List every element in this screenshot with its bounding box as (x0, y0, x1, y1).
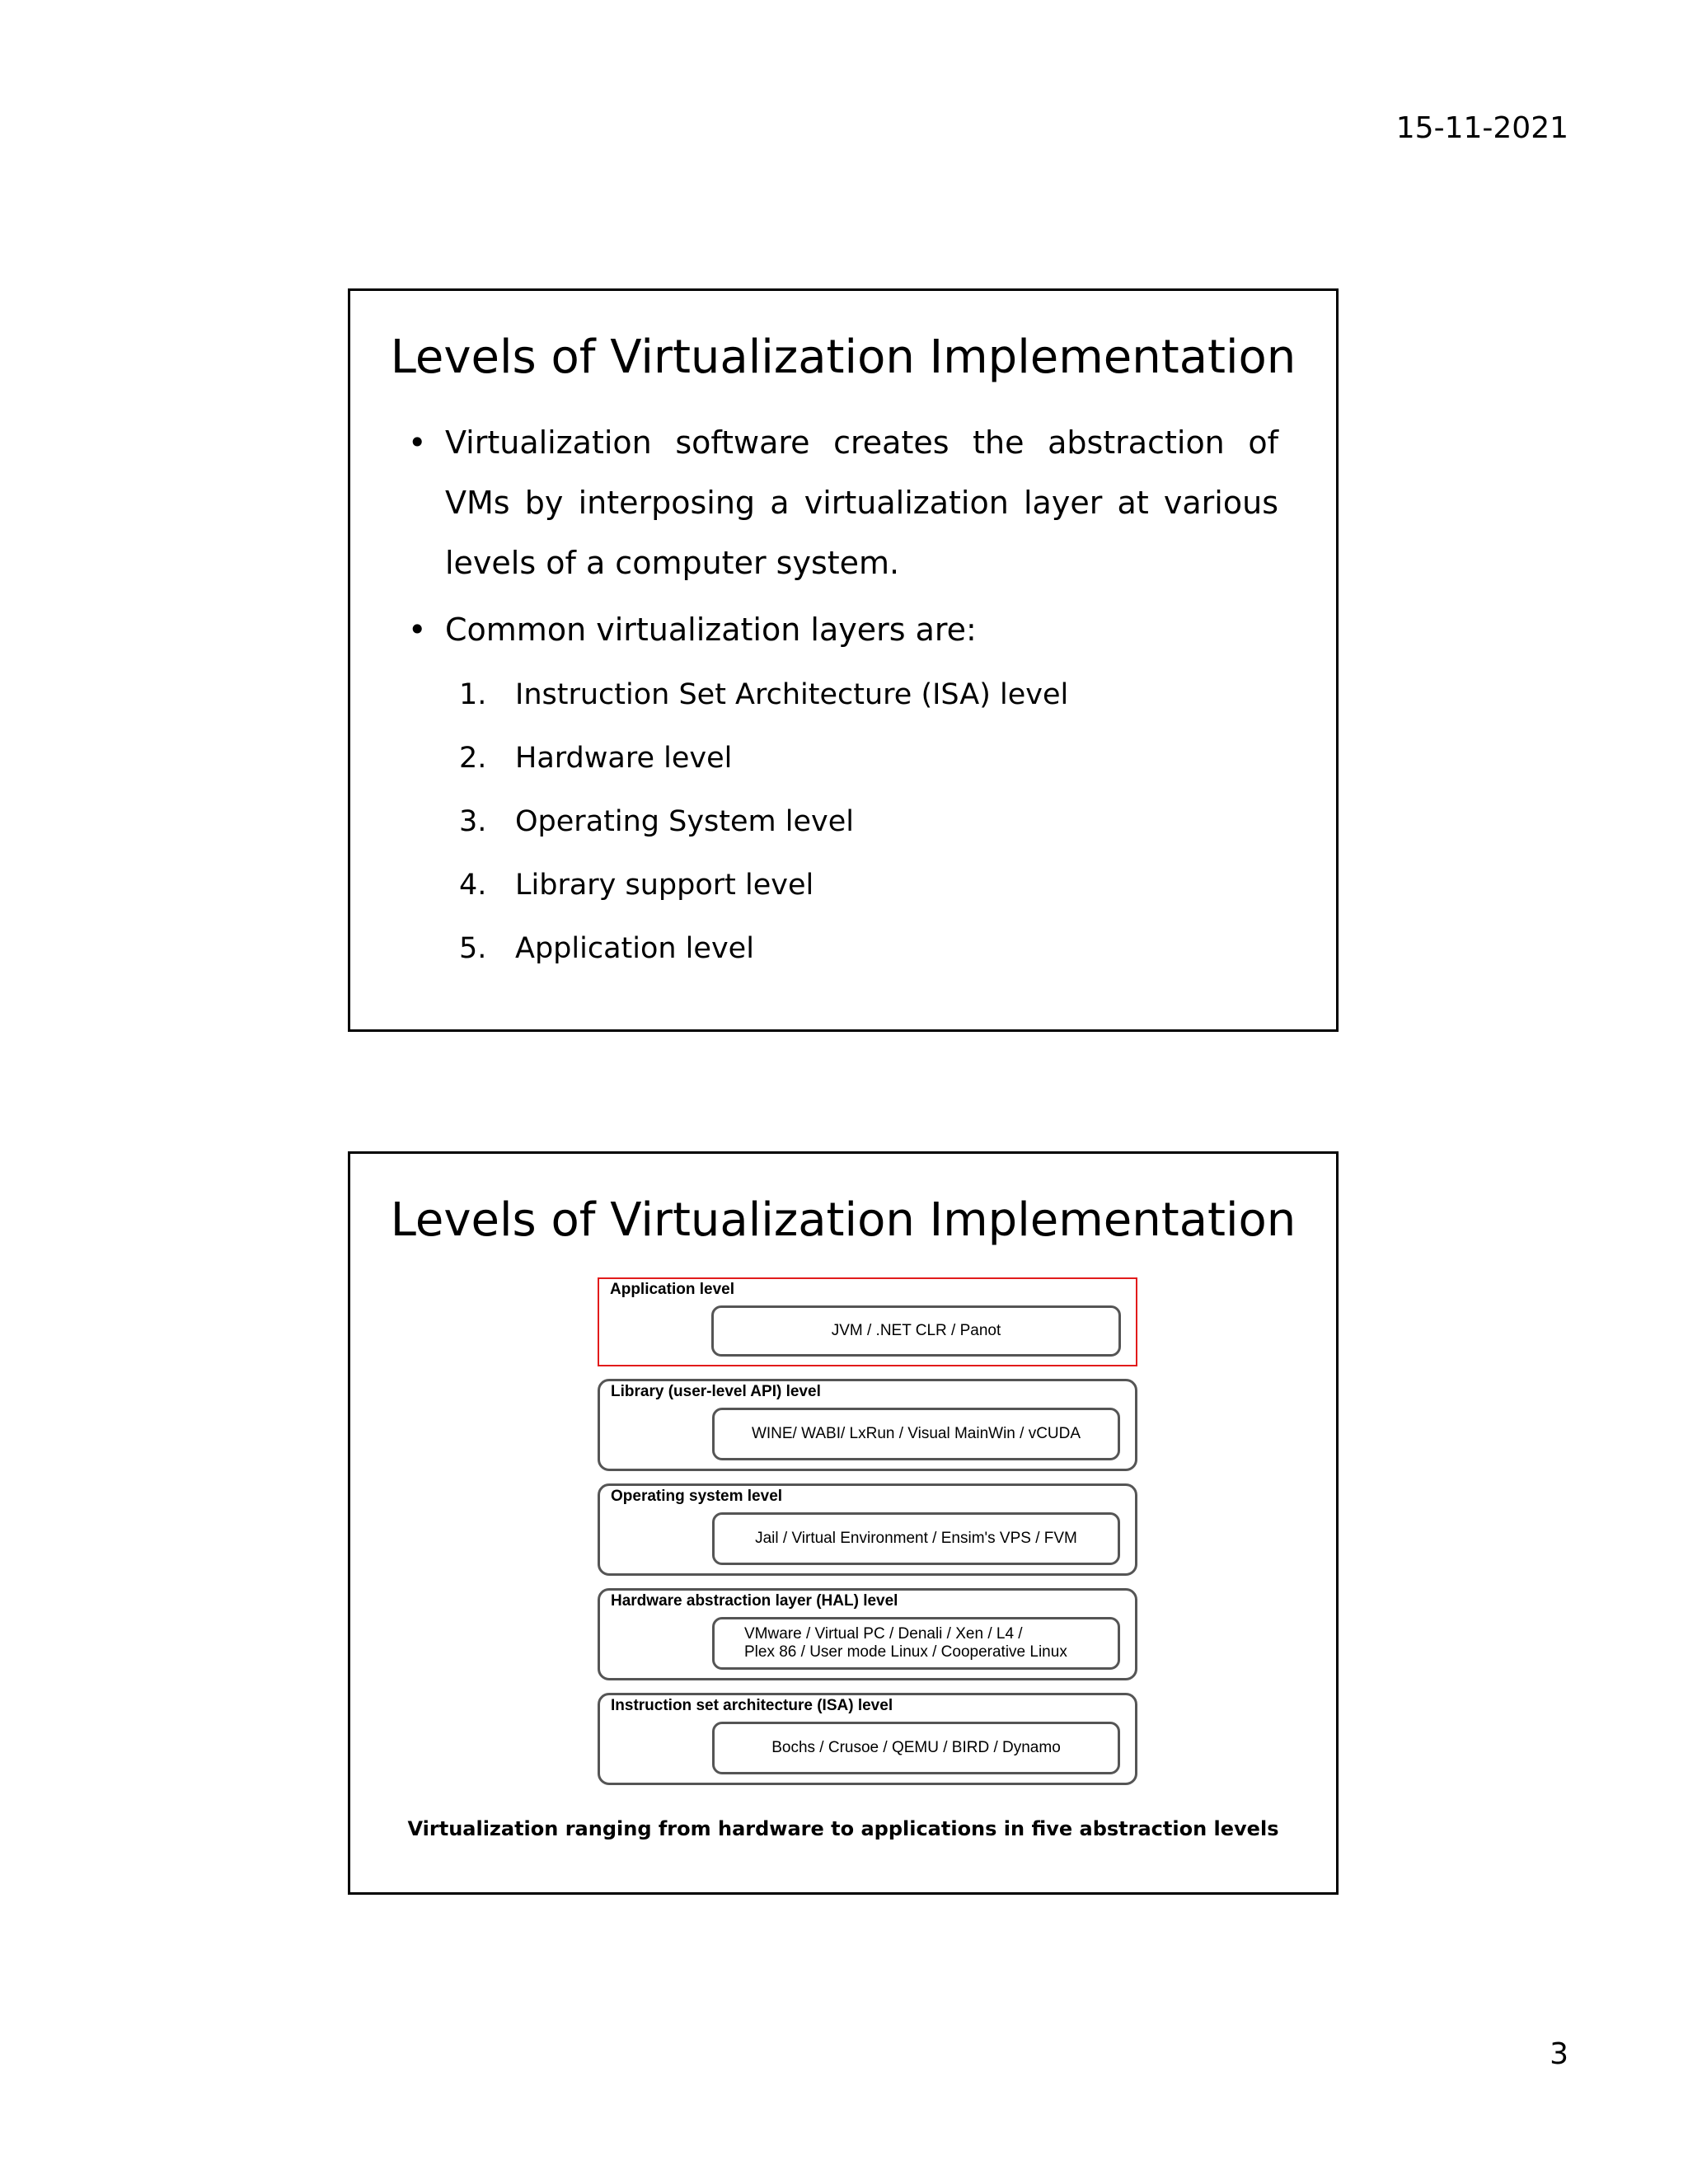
diagram-level-library (598, 1379, 1137, 1471)
level-label: Hardware abstraction layer (HAL) level (611, 1592, 898, 1610)
list-number: 5. (459, 932, 487, 965)
list-item (408, 727, 1278, 790)
page-number: 3 (1550, 2037, 1568, 2071)
list-item (408, 790, 1278, 854)
list-item (408, 854, 1278, 917)
virtualization-levels-diagram (598, 1277, 1142, 1797)
level-tech-box: JVM / .NET CLR / Panot (711, 1305, 1121, 1357)
diagram-level-os (598, 1483, 1137, 1576)
list-label: Hardware level (515, 742, 733, 775)
list-item (408, 917, 1278, 981)
level-tech-box (712, 1617, 1120, 1670)
slide-1-bullets (408, 413, 1278, 981)
list-item (408, 663, 1278, 727)
diagram-level-isa (598, 1693, 1137, 1785)
tech-line: Plex 86 / User mode Linux / Cooperative Linux (744, 1643, 1067, 1661)
slide-1 (348, 288, 1339, 1032)
diagram-level-application (598, 1277, 1137, 1366)
slide-2-title: Levels of Virtualization Implementation (390, 1193, 1296, 1247)
list-number: 2. (459, 742, 487, 775)
bullet-item: • Virtualization software creates the abstraction of VMs by interposing a virtualization layer at various levels of a computer system. (408, 413, 1278, 593)
level-label: Application level (610, 1281, 734, 1298)
level-label: Operating system level (611, 1488, 783, 1505)
level-label: Library (user-level API) level (611, 1383, 821, 1400)
list-number: 4. (459, 869, 487, 902)
list-number: 3. (459, 805, 487, 838)
layers-list (408, 663, 1278, 981)
level-tech-box: Bochs / Crusoe / QEMU / BIRD / Dynamo (712, 1722, 1120, 1774)
slide-1-title: Levels of Virtualization Implementation (390, 330, 1296, 384)
list-label: Instruction Set Architecture (ISA) level (515, 678, 1069, 711)
bullet-item: • Common virtualization layers are: (408, 600, 1278, 660)
slide-2 (348, 1151, 1339, 1895)
level-tech-box: WINE/ WABI/ LxRun / Visual MainWin / vCUDA (712, 1408, 1120, 1460)
diagram-caption: Virtualization ranging from hardware to applications in five abstraction levels (407, 1817, 1279, 1840)
list-label: Library support level (515, 869, 814, 902)
list-label: Application level (515, 932, 754, 965)
tech-line: VMware / Virtual PC / Denali / Xen / L4 / (744, 1625, 1023, 1643)
level-tech-box: Jail / Virtual Environment / Ensim's VPS / FVM (712, 1512, 1120, 1565)
level-label: Instruction set architecture (ISA) level (611, 1697, 893, 1714)
header-date: 15-11-2021 (1395, 111, 1568, 145)
list-number: 1. (459, 678, 487, 711)
diagram-level-hal (598, 1588, 1137, 1680)
list-label: Operating System level (515, 805, 854, 838)
